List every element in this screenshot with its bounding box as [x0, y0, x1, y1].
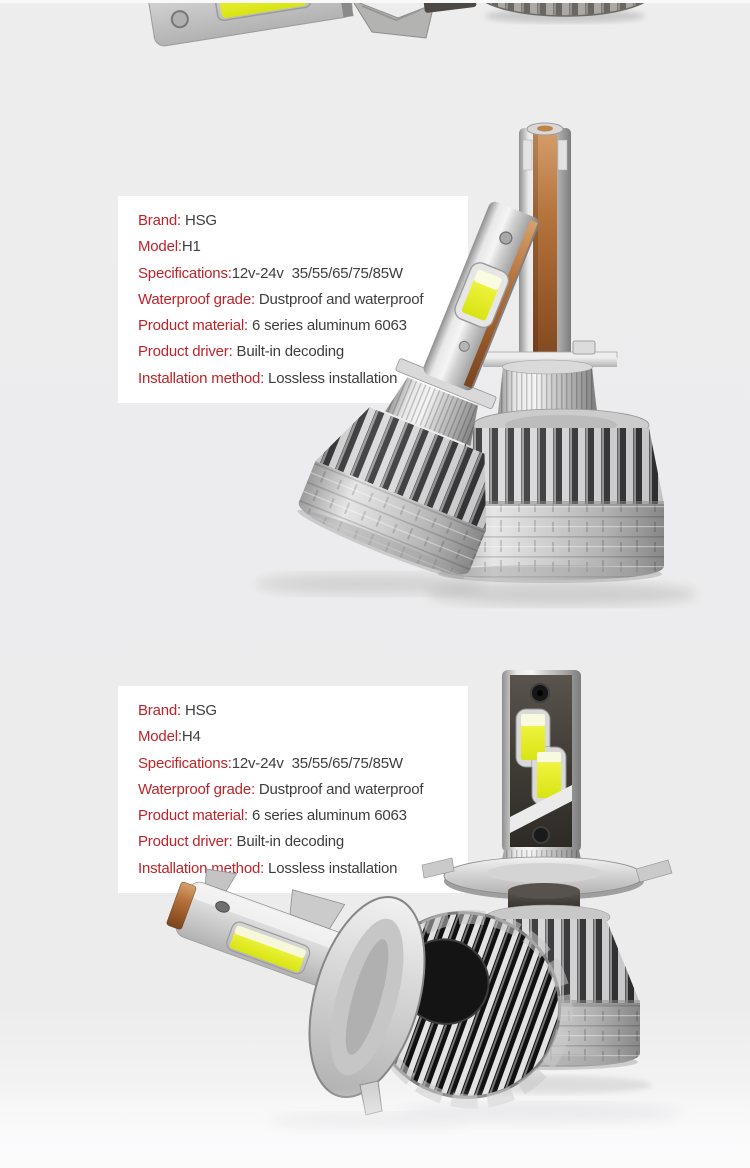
- spec-label: Specifications:: [138, 754, 232, 772]
- spec-value: Lossless installation: [268, 859, 398, 877]
- spec-label: Installation method:: [138, 859, 269, 877]
- spec-value: HSG: [184, 212, 217, 229]
- copper-heat-pipe-tip: [537, 126, 553, 132]
- spec-label: Brand:: [138, 702, 185, 719]
- strip-retaining-clip: [352, 0, 434, 38]
- spec-value: 12v-24v 35/55/65/75/85W: [231, 754, 403, 772]
- screw-icon: [533, 827, 549, 843]
- spec-value: HSG: [184, 702, 217, 719]
- product-photo-h4: [120, 645, 750, 1168]
- spec-label: Waterproof grade:: [138, 780, 259, 798]
- spec-label: Installation method:: [138, 369, 269, 387]
- spec-value: H4: [181, 728, 201, 746]
- spec-label: Model:: [138, 238, 182, 256]
- spec-value: H1: [181, 238, 201, 256]
- spec-value: Built-in decoding: [236, 343, 345, 361]
- spec-label: Waterproof grade:: [138, 290, 259, 308]
- spec-value: Dustproof and waterproof: [258, 780, 424, 798]
- product-photo-h1: [240, 116, 730, 616]
- strip-tilted-bulb-body: [142, 0, 354, 47]
- spec-value: 6 series aluminum 6063: [251, 807, 407, 825]
- spec-label: Model:: [138, 728, 182, 746]
- spec-label: Specifications:: [138, 264, 232, 282]
- spec-value: 6 series aluminum 6063: [251, 317, 407, 335]
- mount-tab: [636, 860, 672, 882]
- spec-label: Product driver:: [138, 343, 237, 361]
- spec-label: Product material:: [138, 317, 252, 335]
- spec-label: Brand:: [138, 212, 185, 229]
- spec-value: Dustproof and waterproof: [258, 290, 424, 308]
- spec-value: 12v-24v 35/55/65/75/85W: [231, 264, 403, 282]
- previous-photo-remnant: [0, 0, 750, 70]
- contact-prong: [360, 1081, 382, 1115]
- spec-label: Product driver:: [138, 833, 237, 851]
- photo-seam-line: [0, 0, 750, 3]
- spec-value: Built-in decoding: [236, 833, 345, 851]
- strip-heatsink-base: [475, 0, 655, 23]
- h4-standing-bulb: [500, 670, 583, 869]
- spec-label: Product material:: [138, 807, 252, 825]
- spec-value: Lossless installation: [268, 369, 398, 387]
